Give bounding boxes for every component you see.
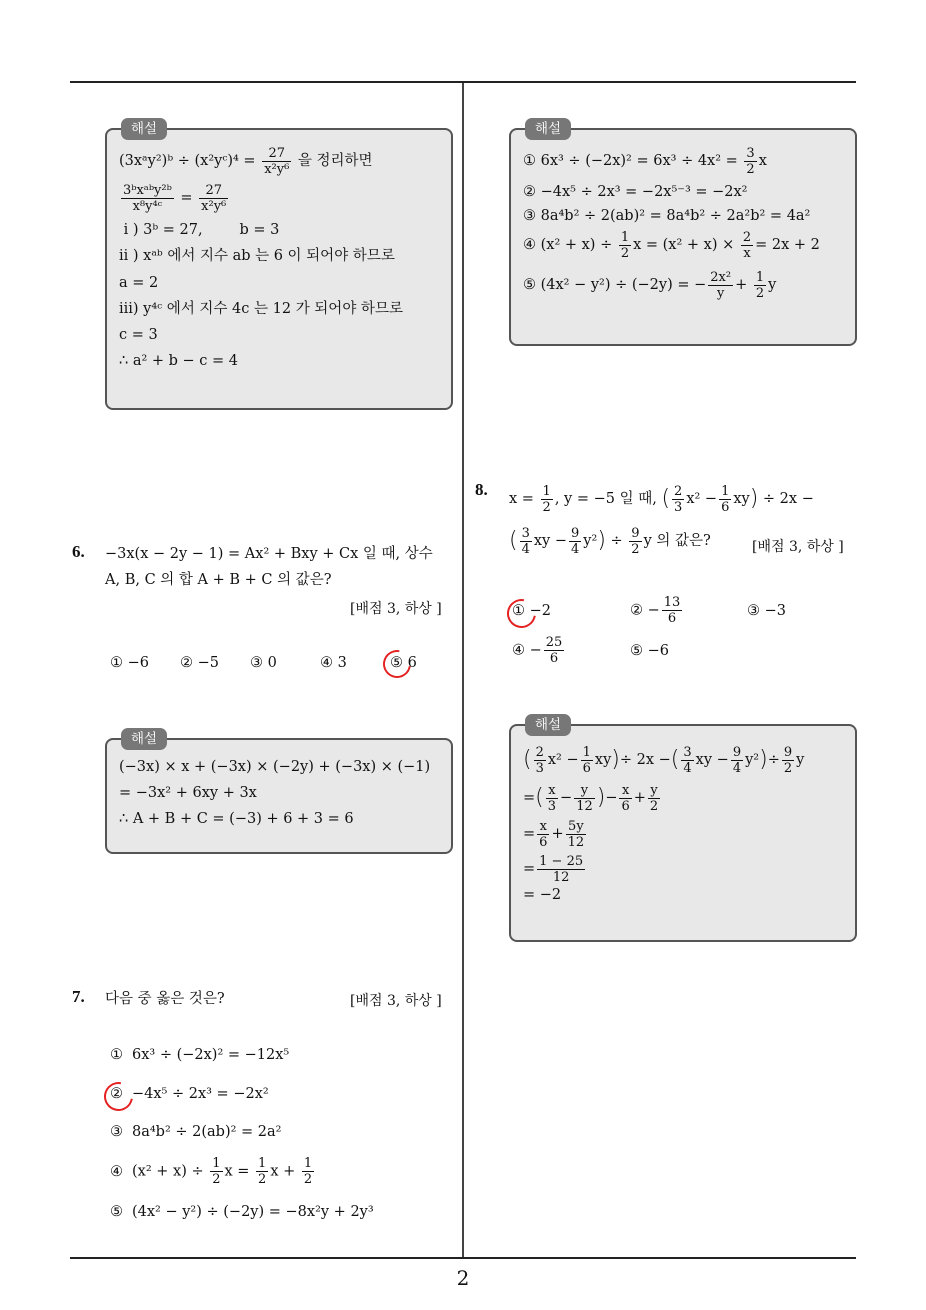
page-number: 2: [456, 1266, 470, 1290]
fraction: $\frac{3}{4}$: [521, 525, 530, 557]
fraction: $\frac{x}{6}$: [621, 782, 630, 814]
q7-choice-1[interactable]: ① 6x³ ÷ (−2x)² = −12x⁵: [110, 1047, 290, 1063]
fraction: $\frac{27}{\text{x²y⁶}}$: [264, 145, 290, 177]
question-number-7: 7.: [72, 987, 85, 1006]
fraction: $\frac{x}{6}$: [539, 818, 548, 850]
fraction: $\frac{1}{2}$: [755, 269, 765, 301]
question-6-score: [배점 3, 하상 ]: [350, 601, 442, 617]
answer-circle-q7: [98, 1076, 138, 1116]
fraction: $\frac{9}{4}$: [732, 744, 742, 776]
question-8-score: [배점 3, 하상 ]: [752, 539, 844, 555]
fraction: $\frac{2}{3}$: [674, 483, 683, 515]
q8-choice-1[interactable]: ① −2: [512, 603, 551, 619]
fraction: $\frac{\text{3ᵇxᵃᵇy²ᵇ}}{\text{x⁸y⁴ᶜ}}$: [123, 182, 172, 214]
sol6-line-1: (−3x) × x + (−3x) × (−2y) + (−3x) × (−1): [119, 759, 431, 775]
solution-box-6: [105, 731, 453, 854]
sol5-line-5: a = 2: [119, 275, 159, 291]
question-6-text: −3x(x − 2y − 1) = Ax² + Bxy + Cx 일 때, 상수 A, B, C 의 합 A + B + C 의 값은?: [105, 546, 433, 588]
question-8-text: x = $\frac{1}{2}$ , y = −5 일 때, ( $\frac{2}{3}$ x² − $\frac{1}{6}$ xy) ÷ 2x − ( $\frac{3}{4}$ xy − $\frac{9}{4}$ y²) ÷ $\frac{9}{2}$ y 의 값은?: [509, 483, 814, 557]
fraction: $\frac{3}{4}$: [683, 744, 692, 776]
sol7-line-2: ② −4x⁵ ÷ 2x³ = −2x⁵⁻³ = −2x²: [523, 184, 748, 200]
solution-box-8: [509, 717, 857, 942]
solution-label: 해설: [525, 118, 571, 140]
question-number-6: 6.: [72, 542, 85, 561]
solution-label: 해설: [121, 118, 167, 140]
solution-label: 해설: [525, 714, 571, 736]
sol5-line-7: c = 3: [119, 327, 158, 343]
sol5-line-1: (3xᵃy²)ᵇ ÷ (x²yᶜ)⁴ = $\frac{27}{\text{x²y⁶}}$ 을 정리하면: [119, 145, 373, 177]
fraction: $\frac{9}{4}$: [571, 525, 580, 557]
solution-box-5: [105, 121, 453, 410]
fraction: $\frac{1}{2}$: [620, 229, 630, 261]
sol7-line-4: ④ (x² + x) ÷ $\frac{1}{2}$ x = (x² + x) × $\frac{2}{x}$ = 2x + 2: [523, 229, 820, 261]
sol5-line-8: ∴ a² + b − c = 4: [119, 353, 239, 369]
column-divider: [462, 83, 464, 1258]
q6-choice-3[interactable]: ③ 0: [250, 655, 277, 671]
fraction: $\frac{3}{2}$: [746, 145, 755, 177]
sol8-line-2: =( $\frac{x}{3}$ − $\frac{y}{12}$ )− $\frac{x}{6}$ + $\frac{y}{2}$: [523, 782, 659, 814]
fraction: $\frac{9}{2}$: [631, 525, 640, 557]
sol8-line-5: = −2: [523, 887, 562, 903]
fraction: $\frac{y}{2}$: [649, 782, 659, 814]
fraction: $\frac{2}{3}$: [535, 744, 544, 776]
sol6-line-2: = −3x² + 6xy + 3x: [119, 785, 257, 801]
sol8-line-3: = $\frac{x}{6}$ + $\frac{5y}{12}$: [523, 818, 585, 850]
question-7-score: [배점 3, 하상 ]: [350, 993, 442, 1009]
sol5-line-2: $\frac{\text{3ᵇxᵃᵇy²ᵇ}}{\text{x⁸y⁴ᶜ}}$ = $\frac{27}{\text{x²y⁶}}$: [123, 182, 227, 214]
q6-choice-5[interactable]: ⑤ 6: [390, 655, 417, 671]
q8-choice-3[interactable]: ③ −3: [747, 603, 786, 619]
q6-choice-1[interactable]: ① −6: [110, 655, 149, 671]
sol8-line-1: ( $\frac{2}{3}$ x² − $\frac{1}{6}$ xy)÷ 2x −( $\frac{3}{4}$ xy − $\frac{9}{4}$ y²)÷ $\frac{9}{2}$ y: [523, 744, 805, 776]
fraction: $\frac{5y}{12}$: [567, 818, 585, 850]
fraction: $\frac{1}{6}$: [721, 483, 730, 515]
question-number-8: 8.: [475, 480, 488, 499]
fraction: $\frac{y}{12}$: [576, 782, 593, 814]
solution-box-7: [509, 121, 857, 346]
fraction: $\frac{x}{3}$: [547, 782, 557, 814]
q6-choice-2[interactable]: ② −5: [180, 655, 219, 671]
q8-choice-4[interactable]: ④ − $\frac{25}{6}$: [512, 635, 563, 666]
sol5-line-6: iii) y⁴ᶜ 에서 지수 4c 는 12 가 되어야 하므로: [119, 301, 403, 317]
sol6-line-3: ∴ A + B + C = (−3) + 6 + 3 = 6: [119, 811, 354, 827]
fraction: $\frac{\text{2x²}}{y}$: [710, 269, 732, 301]
q7-choice-5[interactable]: ⑤ (4x² − y²) ÷ (−2y) = −8x²y + 2y³: [110, 1204, 374, 1220]
fraction: $\frac{27}{\text{x²y⁶}}$: [201, 182, 227, 214]
fraction: $\frac{1}{2}$: [303, 1156, 313, 1187]
sol7-line-3: ③ 8a⁴b² ÷ 2(ab)² = 8a⁴b² ÷ 2a²b² = 4a²: [523, 208, 811, 224]
q7-choice-4[interactable]: ④ (x² + x) ÷ $\frac{1}{2}$ x = $\frac{1}{2}$ x + $\frac{1}{2}$: [110, 1156, 313, 1187]
fraction: $\frac{25}{6}$: [545, 635, 563, 666]
sol7-line-5: ⑤ (4x² − y²) ÷ (−2y) = − $\frac{\text{2x²}}{y}$ + $\frac{1}{2}$ y: [523, 269, 777, 301]
q7-choice-2[interactable]: ② −4x⁵ ÷ 2x³ = −2x²: [110, 1086, 269, 1102]
fraction: $\frac{1}{2}$: [258, 1156, 267, 1187]
fraction: $\frac{1}{6}$: [582, 744, 591, 776]
answer-circle-q8: [501, 593, 541, 633]
fraction: $\frac{1 - 25}{12}$: [539, 853, 584, 885]
q7-choice-3[interactable]: ③ 8a⁴b² ÷ 2(ab)² = 2a²: [110, 1124, 282, 1140]
question-7-text: 다음 중 옳은 것은?: [105, 991, 225, 1007]
sol7-line-1: ① 6x³ ÷ (−2x)² = 6x³ ÷ 4x² = $\frac{3}{2}$ x: [523, 145, 767, 177]
fraction: $\frac{9}{2}$: [783, 744, 793, 776]
fraction: $\frac{1}{2}$: [542, 483, 551, 515]
solution-label: 해설: [121, 728, 167, 750]
sol5-line-4: ii ) xᵃᵇ 에서 지수 ab 는 6 이 되어야 하므로: [119, 248, 395, 264]
sol5-line-3: i ) 3ᵇ = 27, b = 3: [119, 222, 280, 238]
answer-circle-q6: [378, 645, 417, 684]
fraction: $\frac{13}{6}$: [663, 595, 681, 626]
sol8-line-4: = $\frac{1 - 25}{12}$: [523, 853, 584, 885]
q6-choice-4[interactable]: ④ 3: [320, 655, 347, 671]
q8-choice-5[interactable]: ⑤ −6: [630, 643, 669, 659]
q8-choice-2[interactable]: ② − $\frac{13}{6}$: [630, 595, 681, 626]
bottom-rule: [70, 1257, 856, 1259]
fraction: $\frac{1}{2}$: [212, 1156, 221, 1187]
fraction: $\frac{2}{x}$: [742, 229, 752, 261]
